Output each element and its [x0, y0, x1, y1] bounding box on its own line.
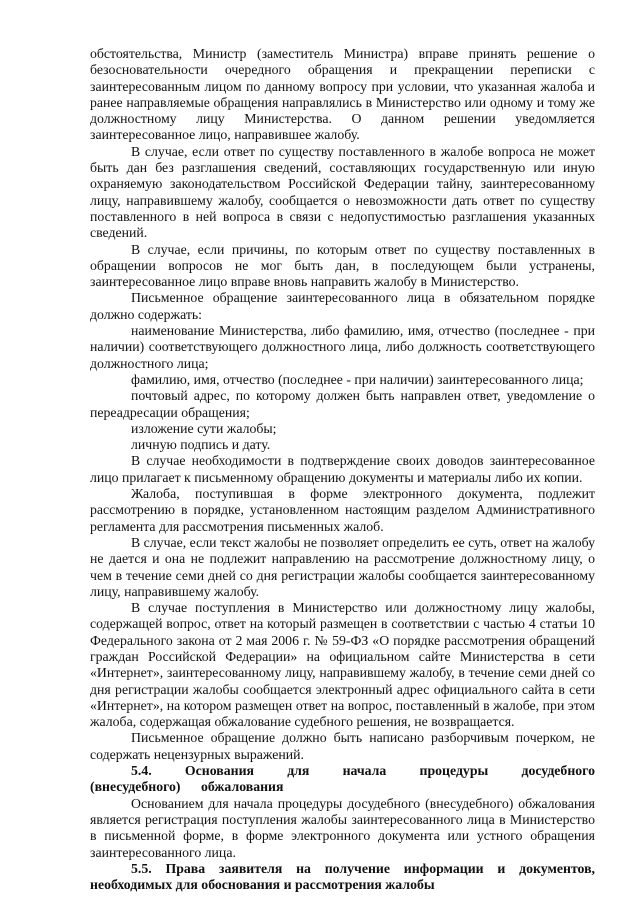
paragraph-unclear-complaint: В случае, если текст жалобы не позволяет определить ее суть, ответ на жалобу не дается и она не подлежит направлению на рассмотрение должностному лицу, о чем в течение семи дней со дня регистрации жалобы сообщается заинтересованному лицу, направившему жалобу. — [90, 534, 595, 599]
paragraph-published-answer: В случае поступления в Министерство или должностному лицу жалобы, содержащей вопрос, ответ на который размещен в соответствии с частью 4 статьи 10 Федерального закона от 2 мая 2006 г. № 59-ФЗ «О порядке рассмотрения обращений граждан Российской Федерации» на официальном сайте Министерства в сети «Интернет», заинтересованному лицу, направившему жалобу, в течение семи дней со дня регистрации жалобы сообщается электронный адрес официального сайта в сети «Интернет», на котором размещен ответ на вопрос, поставленный в жалобе, при этом жалоба, содержащая обжалование судебного решения, не возвращается. — [90, 600, 595, 730]
section-5-4-text: Основанием для начала процедуры досудебного (внесудебного) обжалования является регистрация поступления жалобы заинтересованного лица в Министерство в письменной форме, в форме электронного документа или устного обращения заинтересованного лица. — [90, 795, 595, 860]
paragraph-legibility: Письменное обращение должно быть написано разборчивым почерком, не содержать нецензурных выражений. — [90, 730, 595, 762]
paragraph-state-secret: В случае, если ответ по существу поставленного в жалобе вопроса не может быть дан без разглашения сведений, составляющих государственную или иную охраняемую законодательством Российской Федерации тайну, заинтересованному лицу, направившему жалобу, сообщается о невозможности дать ответ по существу поставленного в ней вопроса в связи с недопустимостью разглашения указанных сведений. — [90, 143, 595, 241]
list-item-postal-address: почтовый адрес, по которому должен быть направлен ответ, уведомление о переадресации обращения; — [90, 388, 595, 420]
paragraph-supporting-documents: В случае необходимости в подтверждение своих доводов заинтересованное лицо прилагает к письменному обращению документы и материалы либо их копии. — [90, 453, 595, 485]
paragraph-electronic-complaint: Жалоба, поступившая в форме электронного документа, подлежит рассмотрению в порядке, установленном настоящим разделом Административного регламента для рассмотрения письменных жалоб. — [90, 486, 595, 534]
section-5-5-heading: 5.5. Права заявителя на получение информации и документов, необходимых для обоснования и рассмотрения жалобы — [90, 860, 595, 893]
list-item-applicant-name: фамилию, имя, отчество (последнее - при наличии) заинтересованного лица; — [131, 371, 584, 387]
list-item-signature-date: личную подпись и дату. — [131, 437, 271, 453]
paragraph-continuation: обстоятельства, Министр (заместитель Министра) вправе принять решение о безосновательности очередного обращения и прекращении переписки с заинтересованным лицом по данному вопросу при условии, что указанная жалоба и ранее направляемые обращения направлялись в Министерство или одному и тому же должностному лицу Министерства. О данном решении уведомляется заинтересованное лицо, направившее жалобу. — [90, 46, 595, 143]
paragraph-written-appeal-requirements: Письменное обращение заинтересованного лица в обязательном порядке должно содержать: — [90, 290, 595, 322]
section-5-4-heading: 5.4. Основания для начала процедуры досудебного (внесудебного) обжалования — [90, 763, 595, 795]
list-item-ministry-name: наименование Министерства, либо фамилию, имя, отчество (последнее - при наличии) соответствующего должностного лица, либо должность соответствующего должностного лица; — [90, 323, 595, 371]
paragraph-reasons-eliminated: В случае, если причины, по которым ответ по существу поставленных в обращении вопросов не мог быть дан, в последующем были устранены, заинтересованное лицо вправе вновь направить жалобу в Министерство. — [90, 241, 595, 290]
list-item-complaint-essence: изложение сути жалобы; — [131, 420, 277, 436]
document-page — [90, 46, 595, 893]
